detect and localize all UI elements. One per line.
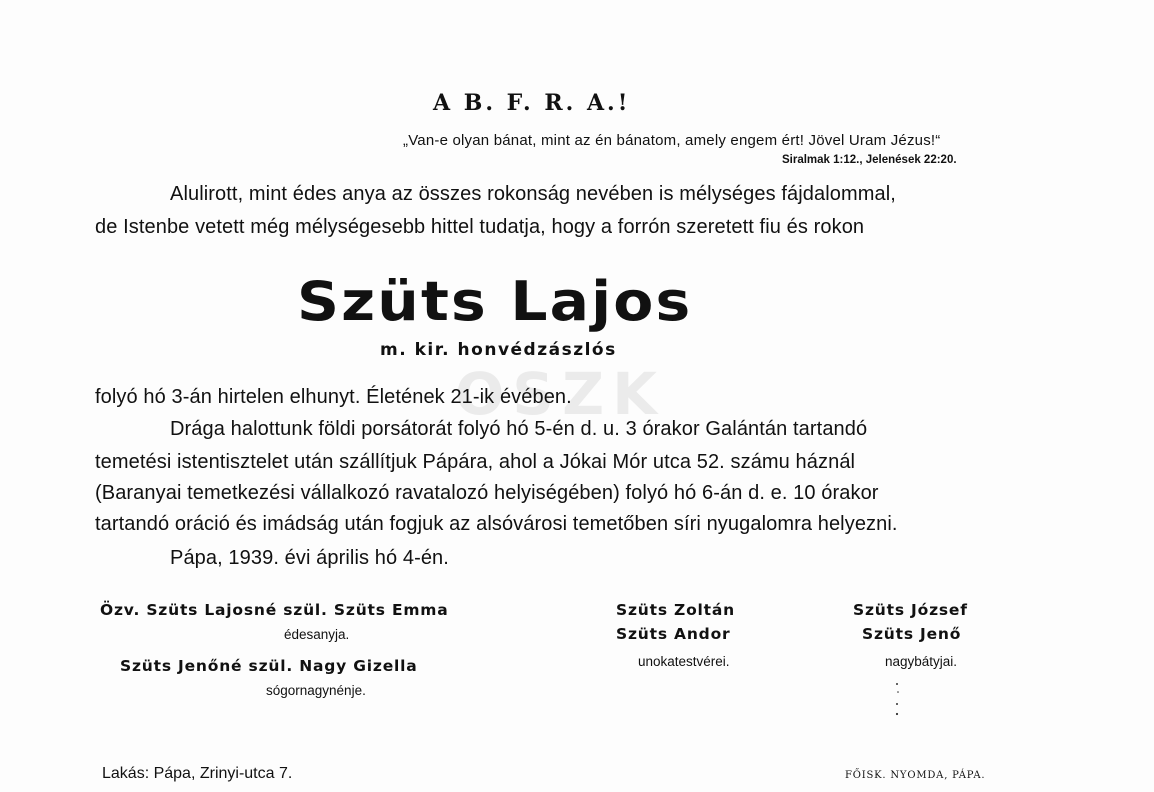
bible-quote: „Van-e olyan bánat, mint az én bánatom, amely engem ért! Jövel Uram Jézus!“ bbox=[403, 132, 941, 149]
signatory-mother-role: édesanyja. bbox=[284, 627, 350, 642]
signatory-uncles-role: nagybátyjai. bbox=[885, 654, 958, 669]
place-date-line: Pápa, 1939. évi április hó 4-én. bbox=[170, 547, 449, 569]
signatory-uncle-1: Szüts József bbox=[853, 601, 968, 619]
funeral-line-4: tartandó oráció és imádság után fogjuk az alsóvárosi temetőben síri nyugalomra helyezni. bbox=[95, 513, 898, 535]
signatory-sister-in-law: Szüts Jenőné szül. Nagy Gizella bbox=[120, 657, 418, 675]
signatory-cousins-role: unokatestvérei. bbox=[638, 654, 730, 669]
signatory-cousin-1: Szüts Zoltán bbox=[616, 601, 735, 619]
printer-imprint: FŐISK. NYOMDA, PÁPA. bbox=[845, 770, 986, 781]
deceased-name: Szüts Lajos bbox=[297, 270, 693, 333]
residence-address: Lakás: Pápa, Zrinyi-utca 7. bbox=[102, 765, 293, 782]
funeral-line-3: (Baranyai temetkezési vállalkozó ravatalozó helyiségében) folyó hó 6-án d. e. 10 órakor bbox=[95, 482, 879, 504]
signatory-cousin-2: Szüts Andor bbox=[616, 625, 731, 643]
intro-line-2: de Istenbe vetett még mélységesebb hittel tudatja, hogy a forrón szeretett fiu és rokon bbox=[95, 216, 865, 238]
death-info-line: folyó hó 3-án hirtelen elhunyt. Életének 21-ik évében. bbox=[95, 386, 572, 408]
abbreviation-heading: A B. F. R. A.! bbox=[433, 90, 631, 116]
print-specks bbox=[893, 662, 901, 722]
bible-reference: Siralmak 1:12., Jelenések 22:20. bbox=[782, 154, 957, 166]
library-watermark: OSZK bbox=[455, 360, 666, 428]
intro-line-1: Alulirott, mint édes anya az összes rokonság nevében is mélységes fájdalommal, bbox=[170, 183, 896, 205]
funeral-line-2: temetési istentisztelet után szállítjuk Pápára, ahol a Jókai Mór utca 52. számu háznál bbox=[95, 451, 856, 473]
signatory-uncle-2: Szüts Jenő bbox=[862, 625, 962, 643]
funeral-line-1: Drága halottunk földi porsátorát folyó hó 5-én d. u. 3 órakor Galántán tartandó bbox=[170, 418, 868, 440]
signatory-mother: Özv. Szüts Lajosné szül. Szüts Emma bbox=[100, 601, 449, 619]
deceased-rank: m. kir. honvédzászlós bbox=[380, 340, 617, 360]
signatory-sister-in-law-role: sógornagynénje. bbox=[266, 683, 366, 698]
